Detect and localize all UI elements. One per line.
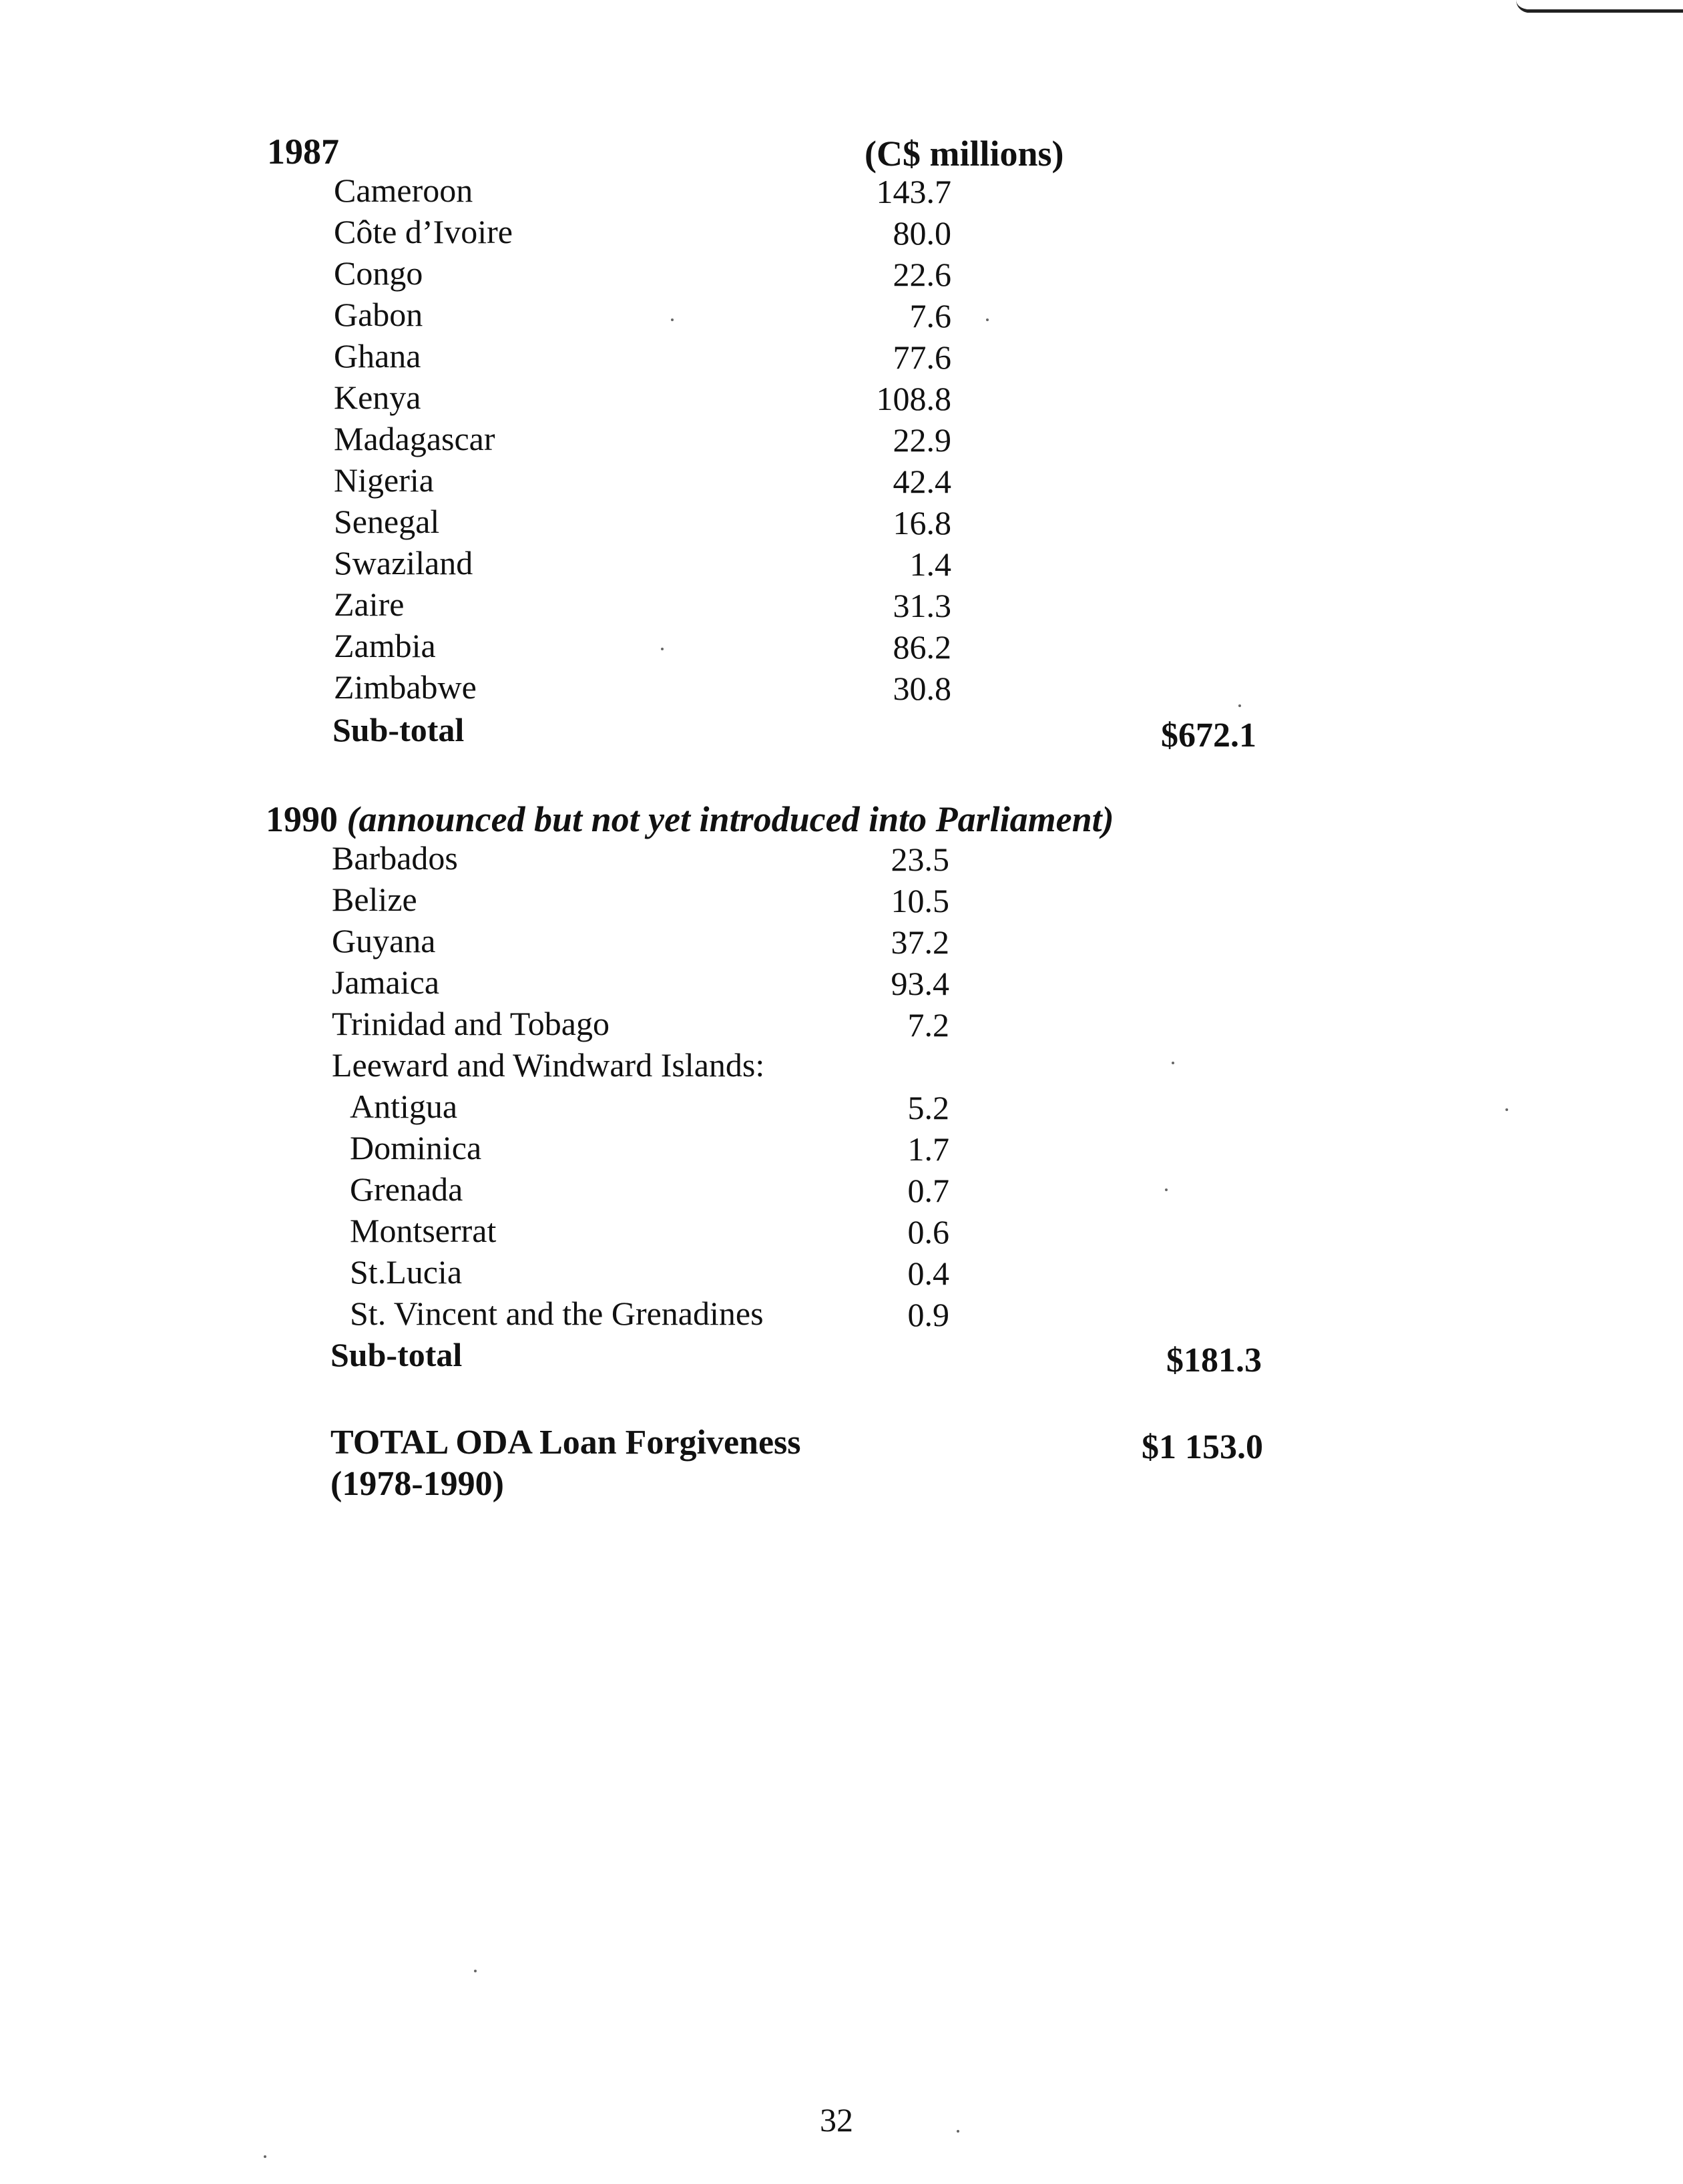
row-value: 0.4 [907, 1255, 949, 1292]
row-value: 16.8 [893, 504, 951, 541]
row-label: Trinidad and Tobago [332, 1005, 610, 1042]
row-label: Zimbabwe [334, 668, 477, 706]
row-value: 143.7 [876, 173, 951, 210]
row-value: 1.7 [907, 1130, 949, 1168]
scan-speck [1172, 1062, 1174, 1064]
row-label: Guyana [332, 922, 436, 959]
row-value: 7.6 [909, 297, 951, 335]
row-value: 0.9 [907, 1296, 949, 1333]
row-value: 37.2 [891, 923, 949, 961]
row-label: Dominica [350, 1129, 482, 1166]
row-label: Congo [334, 254, 423, 292]
scan-speck [264, 2155, 266, 2158]
scan-speck [1238, 704, 1241, 707]
row-value: 42.4 [893, 463, 951, 500]
row-label: Barbados [332, 839, 458, 877]
scan-speck [986, 318, 989, 321]
scan-speck [1165, 1188, 1168, 1191]
row-label: Côte d’Ivoire [334, 213, 513, 250]
row-value: 77.6 [893, 339, 951, 376]
section-1987-year: 1987 [267, 132, 339, 172]
page-number: 32 [820, 2101, 853, 2139]
section-1990-subtotal-label: Sub-total [330, 1336, 463, 1373]
scan-speck [1505, 1108, 1508, 1111]
scan-speck [957, 2130, 959, 2133]
row-value: 86.2 [893, 628, 951, 666]
row-value: 0.6 [907, 1213, 949, 1251]
total-value: $1 153.0 [1142, 1428, 1263, 1466]
section-1987-subtotal-label: Sub-total [332, 711, 465, 748]
row-label: Jamaica [332, 963, 440, 1001]
row-label: Ghana [334, 337, 421, 375]
section-1990-year: 1990 [266, 799, 338, 839]
row-value: 22.9 [893, 421, 951, 459]
row-value: 10.5 [891, 882, 949, 919]
section-1987-subtotal-value: $672.1 [1161, 716, 1256, 754]
scan-speck [661, 648, 664, 650]
row-label: Kenya [334, 379, 421, 416]
row-value: 80.0 [893, 214, 951, 252]
row-label: Gabon [334, 296, 423, 333]
row-value: 30.8 [893, 670, 951, 707]
island-group-label: Leeward and Windward Islands: [332, 1046, 765, 1084]
row-label: Belize [332, 881, 417, 918]
row-value: 0.7 [907, 1172, 949, 1209]
row-label: Grenada [350, 1170, 463, 1208]
row-label: Madagascar [334, 420, 495, 457]
row-label: Cameroon [334, 172, 473, 209]
scan-edge-mark [1516, 0, 1683, 13]
section-1990-note: (announced but not yet introduced into Parliament) [346, 799, 1114, 839]
row-value: 5.2 [907, 1089, 949, 1126]
row-label: Zaire [334, 586, 405, 623]
row-value: 1.4 [909, 545, 951, 583]
row-label: Zambia [334, 627, 436, 664]
row-value: 31.3 [893, 587, 951, 624]
row-label: Swaziland [334, 544, 473, 582]
section-1990-subtotal-value: $181.3 [1166, 1341, 1262, 1379]
total-label: TOTAL ODA Loan Forgiveness (1978-1990) [330, 1424, 801, 1503]
row-label: Senegal [334, 503, 440, 540]
scan-speck [474, 1970, 477, 1972]
row-label: Nigeria [334, 461, 434, 499]
scan-speck [671, 318, 674, 321]
section-1990-heading [266, 801, 1114, 837]
row-label: St.Lucia [350, 1253, 463, 1291]
row-value: 23.5 [891, 841, 949, 878]
row-value: 108.8 [876, 380, 951, 417]
unit-label: (C$ millions) [865, 134, 1064, 174]
row-label: St. Vincent and the Grenadines [350, 1295, 764, 1332]
row-value: 93.4 [891, 965, 949, 1002]
row-label: Montserrat [350, 1212, 497, 1249]
row-value: 7.2 [907, 1006, 949, 1044]
row-value: 22.6 [893, 256, 951, 293]
row-label: Antigua [350, 1088, 458, 1125]
